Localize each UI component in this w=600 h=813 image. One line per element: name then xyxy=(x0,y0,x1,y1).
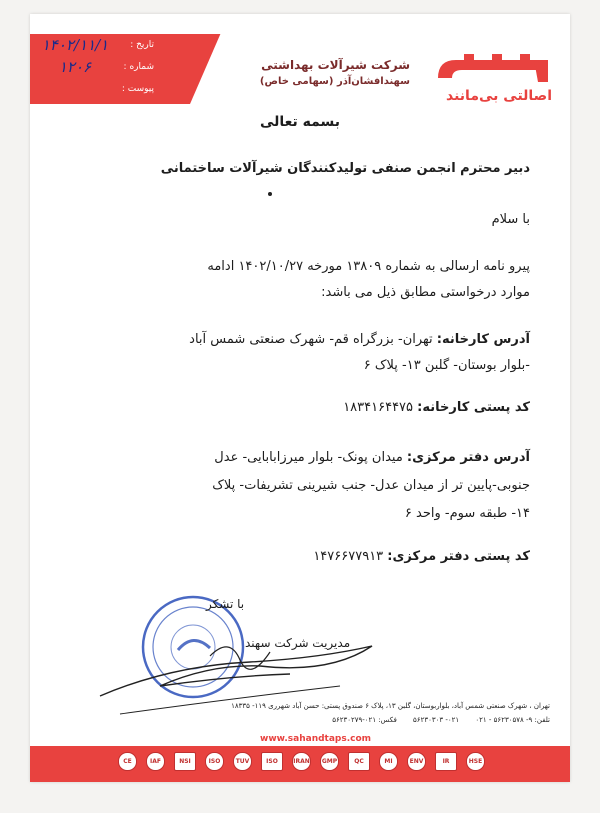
footer-phones xyxy=(130,716,550,724)
intro-paragraph xyxy=(70,254,530,306)
footer-phone-2: ۰۲۱- ۵۶۲۳۰۳۰۳ xyxy=(413,716,460,724)
intro-line-2: موارد درخواستی مطابق ذیل می باشد: xyxy=(321,285,530,300)
certification-badges xyxy=(118,752,498,771)
attachment-row xyxy=(40,78,155,100)
office-address-line-1: میدان پونک- بلوار میرزابابایی- عدل xyxy=(214,450,407,465)
number-value: ۱۲۰۶ xyxy=(58,58,92,76)
logo-tagline: اصالتی بی‌مانند xyxy=(446,88,552,104)
company-line-1: شرکت شیرآلات بهداشتی xyxy=(261,58,410,72)
factory-address xyxy=(70,327,530,379)
office-address-line-2: جنوبی-پایین تر از میدان عدل- جنب شیرینی تشریفات- پلاک xyxy=(212,478,530,493)
number-row xyxy=(40,56,155,78)
footer-contact xyxy=(130,702,550,724)
certification-badge-icon: CE xyxy=(118,752,137,771)
letter-page xyxy=(30,14,570,782)
certification-badge-icon: HSE xyxy=(466,752,485,771)
office-address-label: آدرس دفتر مرکزی: xyxy=(406,450,530,465)
date-value: ۱۴۰۲/۱۱/۱ xyxy=(41,36,109,54)
company-name xyxy=(260,58,410,87)
date-label: تاریخ : xyxy=(130,40,154,50)
attachment-label: پیوست : xyxy=(121,84,154,94)
certification-badge-icon: IAF xyxy=(146,752,165,771)
greeting: با سلام xyxy=(491,212,530,227)
number-label: شماره : xyxy=(123,62,154,72)
footer-fax: فکس: ۰۲۱-۵۶۲۳۰۲۷۹ xyxy=(332,716,397,724)
factory-postal-label: کد پستی کارخانه: xyxy=(417,400,530,415)
website-link[interactable]: www.sahandtaps.com xyxy=(260,734,372,744)
certification-badge-icon: NSI xyxy=(174,752,196,771)
office-address-line-3: ۱۴- طبقه سوم- واحد ۶ xyxy=(404,506,530,521)
certification-badge-icon: MI xyxy=(379,752,398,771)
certification-badge-icon: ISO xyxy=(205,752,224,771)
factory-postal-value: ۱۸۳۴۱۶۴۴۷۵ xyxy=(343,400,418,415)
office-postal-label: کد پستی دفتر مرکزی: xyxy=(387,549,530,564)
factory-address-label: آدرس کارخانه: xyxy=(436,332,530,347)
office-postal-value: ۱۴۷۶۶۷۷۹۱۳ xyxy=(313,549,388,564)
date-row xyxy=(40,34,155,56)
certification-badge-icon: IRAN xyxy=(292,752,311,771)
factory-address-line-1: تهران- بزرگراه قم- شهرک صنعتی شمس آباد xyxy=(189,332,437,347)
factory-postal xyxy=(70,400,530,415)
sahand-logo xyxy=(430,52,552,104)
certification-badge-icon: IR xyxy=(435,752,457,771)
closing: با تشکر xyxy=(206,597,245,611)
ink-dot xyxy=(268,192,272,196)
logo-wordmark xyxy=(434,52,552,86)
factory-address-line-2: -بلوار بوستان- گلبن ۱۳- پلاک ۶ xyxy=(363,358,530,373)
bismillah: بسمه تعالی xyxy=(259,114,341,130)
footer-phone: تلفن: ۹- ۵۶۲۳۰۵۷۸ - ۰۲۱ xyxy=(475,716,550,724)
office-postal xyxy=(70,549,530,564)
company-line-2: سهندافشان‌آذر (سهامی خاص) xyxy=(259,76,410,87)
letter-meta xyxy=(40,34,155,104)
office-address xyxy=(70,444,530,528)
certification-badge-icon: GMP xyxy=(320,752,339,771)
footer-address: تهران ، شهرک صنعتی شمس آباد، بلواربوستان، گلبن ۱۳، پلاک ۶ صندوق پستی: حسن آباد شهرری ۱۱۹- ۱۸۳۳۵ xyxy=(231,702,550,710)
intro-line-1: پیرو نامه ارسالی به شماره ۱۳۸۰۹ مورخه ۱۴۰۲/۱۰/۲۷ ادامه xyxy=(207,259,530,274)
certification-badge-icon: ENV xyxy=(407,752,426,771)
signatory: مدیریت شرکت سهند xyxy=(245,636,351,650)
letterhead-band xyxy=(30,34,570,104)
recipient: دبیر محترم انجمن صنفی تولیدکنندگان شیرآلات ساختمانی xyxy=(160,161,530,176)
certification-badge-icon: ISO xyxy=(261,752,283,771)
certification-badge-icon: QC xyxy=(348,752,370,771)
certification-badge-icon: TUV xyxy=(233,752,252,771)
